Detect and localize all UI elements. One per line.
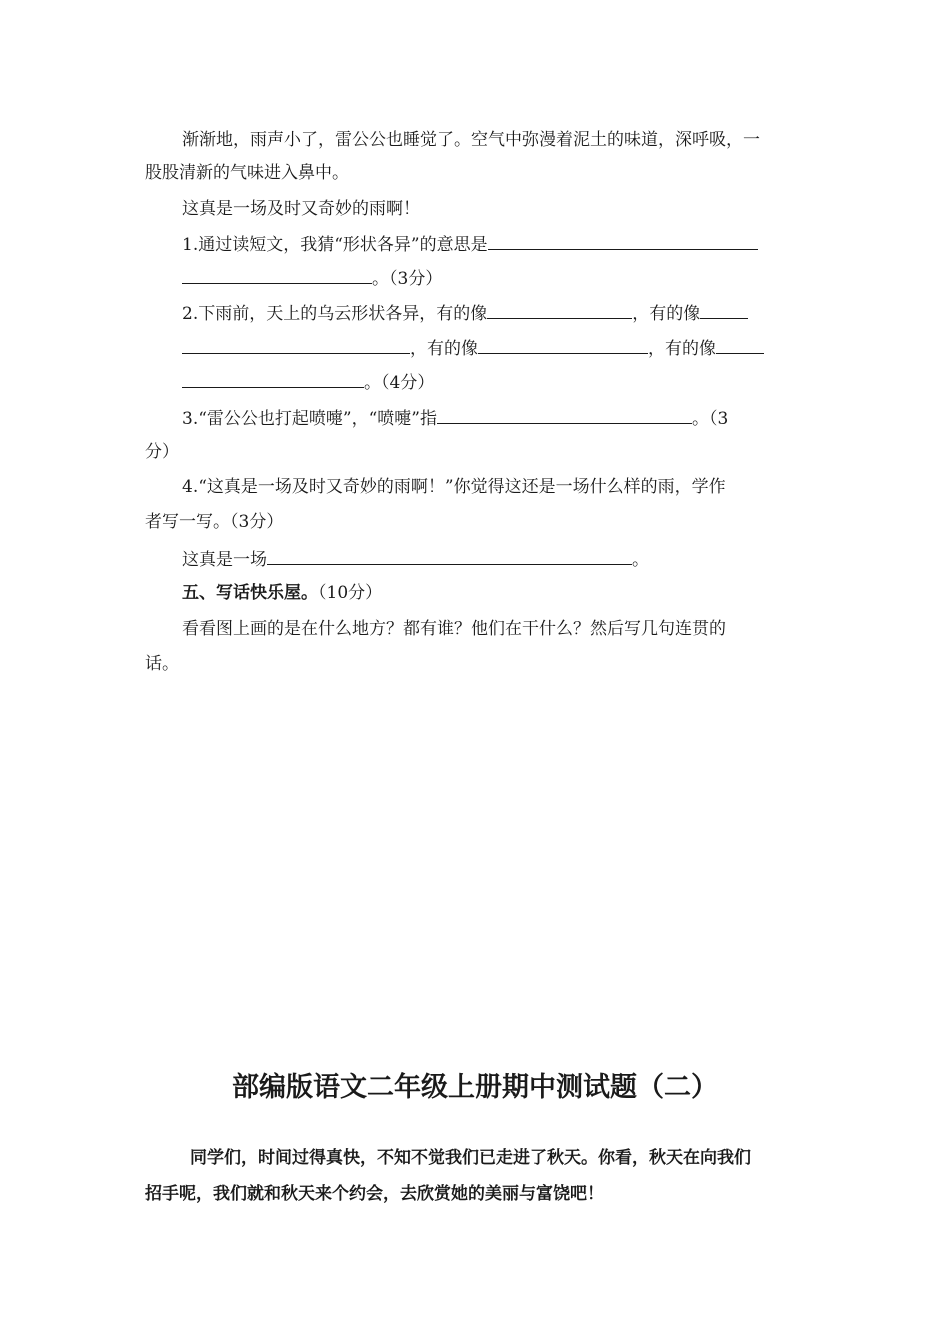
- question-3-cont: 分）: [145, 442, 179, 462]
- section-5-heading: 五、写话快乐屋。（10分）: [182, 583, 383, 603]
- answer-blank[interactable]: [488, 231, 758, 250]
- question-2: 2.下雨前，天上的乌云形状各异，有的像 ，有的像: [182, 300, 810, 324]
- section-5-prompt: 看看图上画的是在什么地方？都有谁？他们在干什么？然后写几句连贯的: [182, 619, 726, 639]
- answer-blank[interactable]: [716, 335, 764, 354]
- answer-blank[interactable]: [478, 335, 648, 354]
- question-4-answer: 这真是一场 。: [182, 546, 810, 570]
- answer-blank[interactable]: [267, 546, 632, 565]
- question-1-cont: 。（3分）: [145, 265, 810, 289]
- intro-line: 招手呢，我们就和秋天来个约会，去欣赏她的美丽与富饶吧！: [145, 1184, 604, 1204]
- answer-blank[interactable]: [437, 405, 692, 424]
- answer-blank[interactable]: [700, 300, 748, 319]
- question-2-cont: 。（4分）: [145, 369, 810, 393]
- answer-blank[interactable]: [487, 300, 632, 319]
- question-2-cont: ，有的像 ，有的像: [145, 335, 810, 359]
- page-title: 部编版语文二年级上册期中测试题（二）: [232, 1072, 718, 1103]
- passage-line: 这真是一场及时又奇妙的雨啊！: [182, 199, 420, 219]
- answer-blank[interactable]: [182, 265, 372, 284]
- answer-blank[interactable]: [182, 335, 410, 354]
- question-4: 4.“这真是一场及时又奇妙的雨啊！”你觉得这还是一场什么样的雨，学作: [182, 477, 726, 497]
- passage-line: 渐渐地，雨声小了，雷公公也睡觉了。空气中弥漫着泥土的味道，深呼吸，一: [182, 130, 760, 150]
- answer-blank[interactable]: [182, 369, 364, 388]
- section-5-prompt-cont: 话。: [145, 654, 179, 674]
- intro-line: 同学们，时间过得真快，不知不觉我们已走进了秋天。你看，秋天在向我们: [190, 1148, 751, 1168]
- question-3: 3.“雷公公也打起喷嚏”，“喷嚏”指 。（3: [182, 405, 810, 429]
- question-4-cont: 者写一写。（3分）: [145, 512, 284, 532]
- passage-line: 股股清新的气味进入鼻中。: [145, 163, 349, 183]
- question-1: 1.通过读短文，我猜“形状各异”的意思是: [182, 231, 810, 255]
